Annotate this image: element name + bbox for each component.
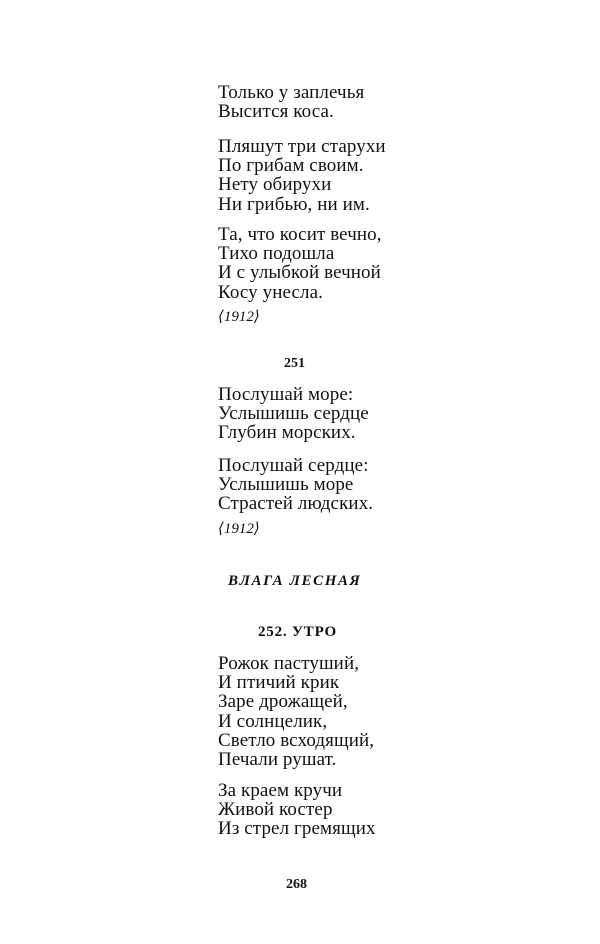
verse-line: Из стрел гремящих (218, 818, 376, 840)
verse-line: Услышишь сердце (218, 403, 369, 425)
verse-line: Заре дрожащей, (218, 691, 348, 713)
verse-line: За краем кручи (218, 780, 343, 801)
verse-line: Светло всходящий, (218, 729, 375, 751)
verse-line: Пляшут три старухи (218, 136, 386, 157)
stanza (218, 137, 386, 214)
stanza (218, 654, 374, 769)
verse-line: Нету обирухи (218, 174, 332, 196)
stanza (218, 225, 382, 302)
verse-line: И с улыбкой вечной (218, 262, 381, 284)
verse-line: Рожок пастуший, (218, 653, 360, 674)
verse-line: Ни грибью, ни им. (218, 193, 370, 215)
verse-line: Та, что косит вечно, (218, 224, 382, 245)
stanza (218, 781, 376, 839)
stanza (218, 456, 373, 514)
poem-number: 251 (284, 356, 305, 371)
verse-line: Послушай сердце: (218, 455, 369, 476)
poem-date: ⟨1912⟩ (218, 309, 260, 325)
verse-line: Косу унесла. (218, 281, 324, 303)
stanza (218, 385, 369, 443)
stanza (218, 83, 364, 121)
poem-title: 252. УТРО (258, 624, 337, 640)
verse-line: Тихо подошла (218, 243, 335, 265)
verse-line: Послушай море: (218, 384, 354, 405)
poem-date: ⟨1912⟩ (218, 521, 260, 537)
page-number: 268 (286, 877, 307, 892)
verse-line: Глубин морских. (218, 422, 356, 444)
verse-line: Живой костер (218, 799, 333, 821)
verse-line: Высится коса. (218, 101, 334, 123)
section-title: ВЛАГА ЛЕСНАЯ (228, 573, 362, 589)
verse-line: Страстей людских. (218, 493, 374, 515)
verse-line: Только у заплечья (218, 82, 365, 103)
verse-line: Печали рушат. (218, 749, 337, 771)
verse-line: По грибам своим. (218, 155, 364, 177)
verse-line: И солнцелик, (218, 710, 328, 732)
verse-line: И птичий крик (218, 672, 340, 694)
verse-line: Услышишь море (218, 474, 354, 496)
